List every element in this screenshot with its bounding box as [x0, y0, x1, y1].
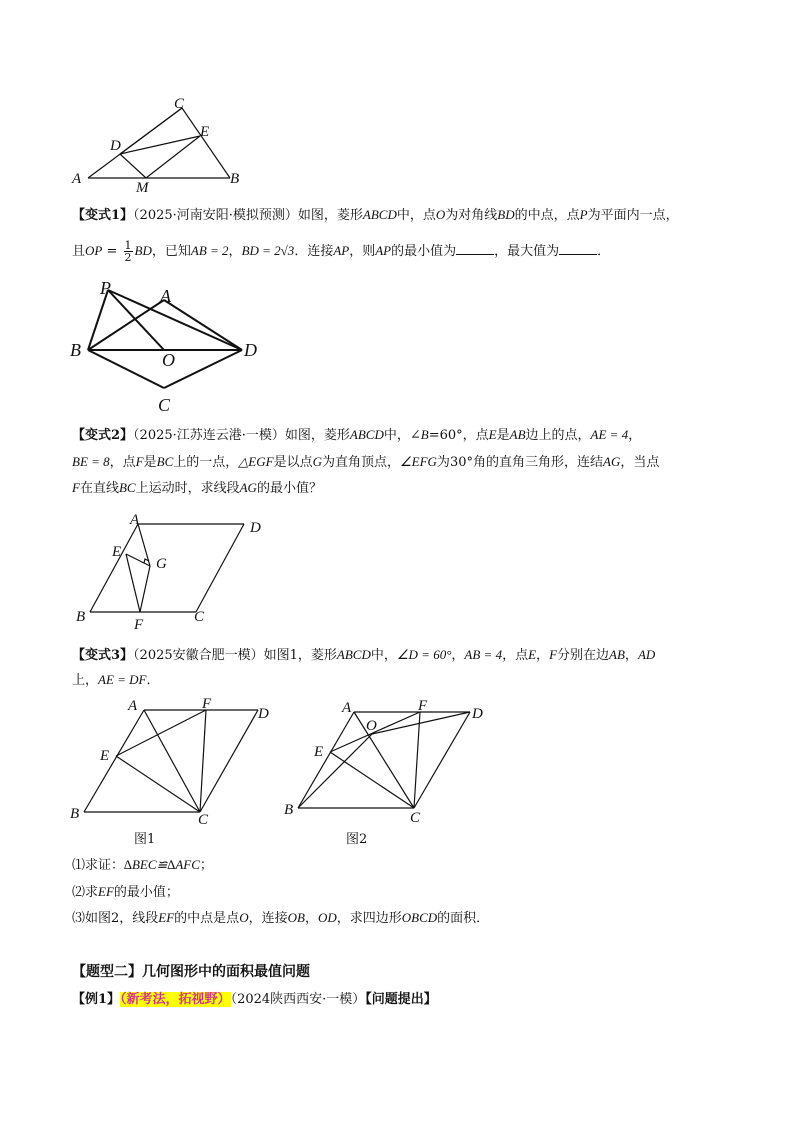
variant2-line2: BE = 8，点F是BC上的一点，△EGF是以点G为直角顶点，∠EFG为30°角的直角三角形，连结AG，当点 — [72, 454, 660, 470]
label-B: B — [76, 609, 86, 625]
variant1-tag: 【变式1】 — [72, 208, 134, 223]
label-E: E — [100, 748, 110, 764]
figure-triangle-dem — [66, 94, 256, 194]
figure-3-image2 — [282, 694, 502, 826]
variant1-line1: 【变式1】（2025·河南安阳·模拟预测）如图，菱形ABCD中，点O为对角线BD的中点，点P为平面内一点， — [72, 207, 679, 223]
label-G: G — [156, 556, 167, 572]
label-B: B — [284, 802, 294, 818]
fraction-one-half: $\frac{1}{2}$ — [124, 239, 132, 264]
label-O: O — [162, 350, 175, 370]
label-C: C — [158, 395, 171, 415]
caption-image2: 图2 — [346, 832, 368, 847]
label-C: C — [198, 812, 209, 828]
caption-image1: 图1 — [134, 832, 156, 847]
highlight-new-method: （新考法，拓视野） — [120, 992, 231, 1007]
variant3-tag: 【变式3】 — [72, 648, 134, 663]
label-A: A — [130, 512, 140, 528]
variant3-line2: 上，AE = DF． — [72, 672, 160, 688]
label-B: B — [70, 806, 80, 822]
label-D: D — [472, 706, 483, 722]
label-E: E — [200, 124, 210, 140]
figure-3-image1 — [66, 694, 286, 826]
variant1-line2: 且OP = $\frac{1}{2}$ BD，已知AB = 2，BD = 2√3．连接AP，则AP的最小值为 ，最大值为 ． — [72, 239, 611, 264]
label-A: A — [342, 700, 352, 716]
label-A: A — [72, 171, 82, 187]
variant2-tag: 【变式2】 — [72, 428, 134, 443]
label-B: B — [70, 340, 81, 360]
label-D: D — [258, 706, 269, 722]
label-E: E — [112, 544, 122, 560]
figure-rhombus-egf — [72, 508, 282, 636]
label-D: D — [110, 138, 121, 154]
label-B: B — [230, 171, 240, 187]
variant2-line1: 【变式2】（2025·江苏连云港·一模）如图，菱形ABCD中，∠B=60°，点E是AB边上的点，AE = 4， — [72, 427, 642, 443]
label-P: P — [100, 278, 111, 298]
figure-rhombus-pabd — [66, 276, 276, 416]
section-title: 【题型二】几何图形中的面积最值问题 — [72, 964, 310, 980]
label-F: F — [134, 617, 144, 633]
answer-blank-max[interactable] — [559, 242, 597, 255]
label-D: D — [244, 340, 257, 360]
label-C: C — [410, 810, 421, 826]
variant3-question2: ⑵求EF的最小值； — [72, 884, 179, 900]
label-A: A — [128, 698, 138, 714]
variant3-line1: 【变式3】（2025安徽合肥一模）如图1，菱形ABCD中，∠D = 60°，AB = 4，点E，F分别在边AB，AD — [72, 647, 656, 663]
variant2-line3: F在直线BC上运动时，求线段AG的最小值？ — [72, 480, 322, 496]
variant3-question1: ⑴求证：∆BEC≌∆AFC； — [72, 857, 213, 873]
label-C: C — [174, 96, 185, 112]
example1-line: 【例1】（新考法，拓视野）（2024陕西西安·一模）【问题提出】 — [72, 992, 437, 1007]
label-E: E — [314, 744, 324, 760]
label-A: A — [160, 286, 171, 306]
label-M: M — [136, 180, 149, 196]
label-F: F — [202, 696, 212, 712]
variant3-question3: ⑶如图2，线段EF的中点是点O，连接OB，OD，求四边形OBCD的面积． — [72, 910, 490, 926]
label-D: D — [250, 520, 261, 536]
label-F: F — [418, 698, 428, 714]
label-C: C — [194, 609, 205, 625]
example1-tag: 【例1】 — [72, 992, 121, 1007]
answer-blank-min[interactable] — [456, 242, 494, 255]
label-O: O — [366, 718, 377, 734]
